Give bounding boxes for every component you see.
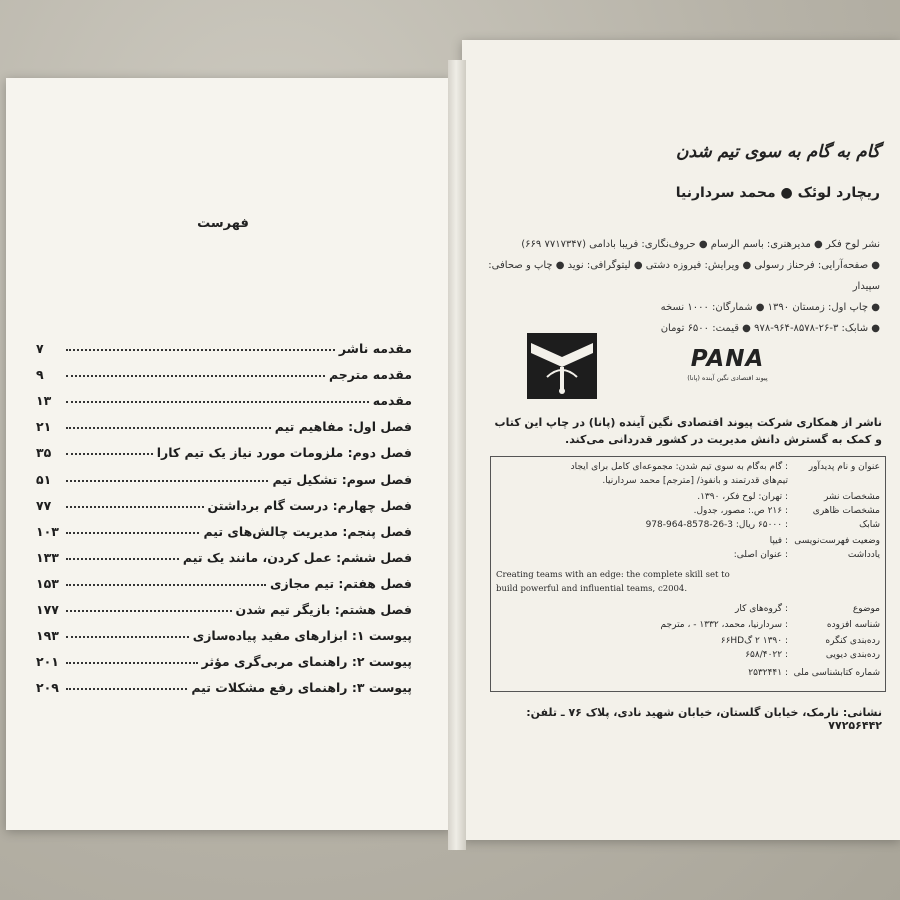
toc-entry xyxy=(36,595,412,617)
toc-entry xyxy=(36,334,412,356)
catalog-row xyxy=(496,536,880,546)
publisher-logo-icon xyxy=(527,333,597,399)
publisher-logo xyxy=(527,333,597,399)
toc-entry-title: مقدمه مترجم xyxy=(328,367,412,383)
toc-entry-page: ۳۵ xyxy=(36,445,52,461)
catalog-key: موضوع xyxy=(852,604,880,614)
toc-entry xyxy=(36,465,412,487)
catalog-row xyxy=(496,520,880,530)
catalog-key: عنوان و نام پدیدآور xyxy=(808,462,880,472)
toc-entry-page: ۷ xyxy=(36,341,44,356)
catalog-value: : ۲۵۳۲۴۴۱ xyxy=(748,668,788,678)
toc-entry-title: فصل اول: مفاهیم تیم xyxy=(274,419,412,435)
toc-entry-page: ۵۱ xyxy=(36,471,52,487)
toc-entry-page: ۲۰۹ xyxy=(36,680,59,696)
toc-entry-title: فصل سوم: تشکیل تیم xyxy=(272,471,412,487)
toc-leader-dots xyxy=(66,584,266,586)
catalog-value: تیم‌های قدرتمند و بانفوذ/ [مترجم] محمد سردارنیا. xyxy=(602,476,788,486)
toc-entry-title: فصل چهارم: درست گام برداشتن xyxy=(207,497,412,513)
toc-entry-title: فصل پنجم: مدیریت چالش‌های تیم xyxy=(203,523,412,539)
book-title: گام به گام به سوی تیم شدن xyxy=(676,142,880,162)
catalog-row xyxy=(496,650,880,660)
catalog-row xyxy=(496,668,880,678)
toc-leader-dots xyxy=(66,636,189,638)
catalog-value: : عنوان اصلی: xyxy=(733,550,788,560)
toc-entry-page: ۱۹۳ xyxy=(36,628,59,644)
toc-entry xyxy=(36,647,412,669)
toc-entry-page: ۱۷۷ xyxy=(36,602,59,617)
catalog-key: شماره کتابشناسی ملی xyxy=(793,668,880,678)
toc-entry-page: ۱۳ xyxy=(36,393,52,409)
catalog-key: وضعیت فهرست‌نویسی xyxy=(794,536,880,546)
toc-entry-page: ۷۷ xyxy=(36,497,52,513)
catalog-key: مشخصات نشر xyxy=(823,492,880,502)
pana-logo xyxy=(685,346,770,396)
cooperation-note: ناشر از همکاری شرکت پیوند اقتصادی نگین آینده (پانا) در چاپ این کتاب و کمک به گسترش دانش مدیریت در کشور قدردانی می‌کند. xyxy=(494,416,882,446)
toc-entry xyxy=(36,569,412,591)
credits-line: ● شابک: ۳-۲۶-۸۵۷۸-۹۶۴-۹۷۸ ● قیمت: ۶۵۰۰ تومان xyxy=(660,323,880,334)
catalog-value: : تهران: لوح فکر، ۱۳۹۰. xyxy=(697,492,788,502)
toc-leader-dots xyxy=(66,401,369,403)
catalog-key: شابک xyxy=(859,520,880,530)
toc-entry xyxy=(36,543,412,565)
toc-leader-dots xyxy=(66,453,153,455)
toc-entry-page: ۱۵۳ xyxy=(36,575,59,591)
catalog-row xyxy=(496,476,880,486)
toc-leader-dots xyxy=(66,506,204,508)
toc-entry xyxy=(36,412,412,434)
toc-entry-title: فصل هشتم: بازیگر تیم شدن xyxy=(235,602,412,617)
pana-logo-subtitle: پیوند اقتصادی نگین آینده (پانا) xyxy=(687,374,768,382)
toc-entry-page: ۱۰۳ xyxy=(36,523,59,539)
toc-leader-dots xyxy=(66,558,179,560)
book-authors: ریچارد لوئک ● محمد سردارنیا xyxy=(675,185,880,201)
toc-title: فهرست xyxy=(197,216,249,231)
toc-entry xyxy=(36,621,412,643)
publisher-address: نشانی: نارمک، خیابان گلستان، خیابان شهید نادی، پلاک ۷۶ ـ تلفن: ۷۷۲۵۶۴۴۲ xyxy=(526,706,882,732)
toc-leader-dots xyxy=(66,688,187,690)
credits-line: نشر لوح فکر ● مدیرهنری: باسم الرسام ● حروف‌نگاری: فریبا بادامی (۷۷۱۷۳۴۷ ۶۶۹) xyxy=(521,239,880,250)
catalog-row xyxy=(496,462,880,472)
toc-entry xyxy=(36,438,412,460)
credits-block xyxy=(488,234,880,339)
toc-entry-title: فصل هفتم: تیم مجازی xyxy=(270,575,412,591)
pana-logo-word: PANA xyxy=(690,346,765,372)
toc-entry-title: فصل ششم: عمل کردن، مانند یک تیم xyxy=(182,549,412,565)
catalog-value: : گام به‌گام به سوی تیم شدن: مجموعه‌ای کامل برای ایجاد xyxy=(570,462,788,472)
credits-line: ● صفحه‌آرایی: فرحناز رسولی ● ویرایش: فیروزه دشتی ● لیتوگرافی: نوید ● چاپ و صحافی: سپیدار xyxy=(488,260,880,292)
catalog-key: شناسه افزوده xyxy=(826,620,880,630)
toc-entry-title: فصل دوم: ملزومات مورد نیاز یک تیم کارا xyxy=(156,445,412,461)
toc-entry-page: ۲۰۱ xyxy=(36,654,59,670)
catalog-value: : فیپا xyxy=(769,536,788,546)
catalog-value: : ۲۱۶ ص.: مصور، جدول. xyxy=(693,506,788,516)
catalog-english-title: Creating teams with an edge: the complete skill set to xyxy=(496,570,730,580)
toc-entry-page: ۹ xyxy=(36,367,44,383)
catalog-key: رده‌بندی کنگره xyxy=(825,636,880,646)
toc-leader-dots xyxy=(66,662,198,664)
toc-entry-title: مقدمه xyxy=(372,393,412,409)
toc-leader-dots xyxy=(66,532,199,534)
toc-entry-title: مقدمه ناشر xyxy=(338,341,412,356)
catalog-key xyxy=(788,476,880,486)
catalog-row xyxy=(496,550,880,560)
catalog-key: رده‌بندی دیویی xyxy=(825,650,880,660)
catalog-row xyxy=(496,492,880,502)
toc-entry xyxy=(36,673,412,695)
catalog-row xyxy=(496,620,880,630)
catalog-value: : گروه‌های کار xyxy=(735,604,788,614)
catalog-row xyxy=(496,604,880,614)
toc-entry xyxy=(36,386,412,408)
catalog-value: : ۱۳۹۰ ۲ گ۶۶HD xyxy=(720,636,788,646)
credits-line: ● چاپ اول: زمستان ۱۳۹۰ ● شمارگان: ۱۰۰۰ نسخه xyxy=(660,302,880,313)
catalog-row xyxy=(496,506,880,516)
toc-entry-title: پیوست ۳: راهنمای رفع مشکلات تیم xyxy=(191,680,412,696)
catalog-value: : ۶۵۰۰۰ ریال: 3-26-8578-964-978 xyxy=(645,520,788,530)
catalog-key: مشخصات ظاهری xyxy=(812,506,880,516)
catalog-row xyxy=(496,636,880,646)
toc-entry xyxy=(36,491,412,513)
catalog-key: یادداشت xyxy=(847,550,880,560)
toc-entry xyxy=(36,517,412,539)
catalog-value: : سردارنیا، محمد، ۱۳۳۲ - ، مترجم xyxy=(660,620,788,630)
toc-entry-page: ۱۳۳ xyxy=(36,549,59,565)
toc-leader-dots xyxy=(66,427,271,429)
toc-entry-title: پیوست ۱: ابزارهای مفید پیاده‌سازی xyxy=(192,628,412,644)
toc-entry xyxy=(36,360,412,382)
catalog-value: : ۶۵۸/۴۰۲۲ xyxy=(745,650,788,660)
toc-leader-dots xyxy=(66,480,268,482)
toc-leader-dots xyxy=(66,349,335,351)
catalog-english-title: build powerful and influential teams, c2004. xyxy=(496,584,688,594)
toc-entry-page: ۲۱ xyxy=(36,419,52,435)
toc-leader-dots xyxy=(66,610,232,612)
book-gutter xyxy=(448,60,466,850)
toc-entry-title: پیوست ۲: راهنمای مربی‌گری مؤثر xyxy=(201,654,412,670)
toc-leader-dots xyxy=(66,375,325,377)
